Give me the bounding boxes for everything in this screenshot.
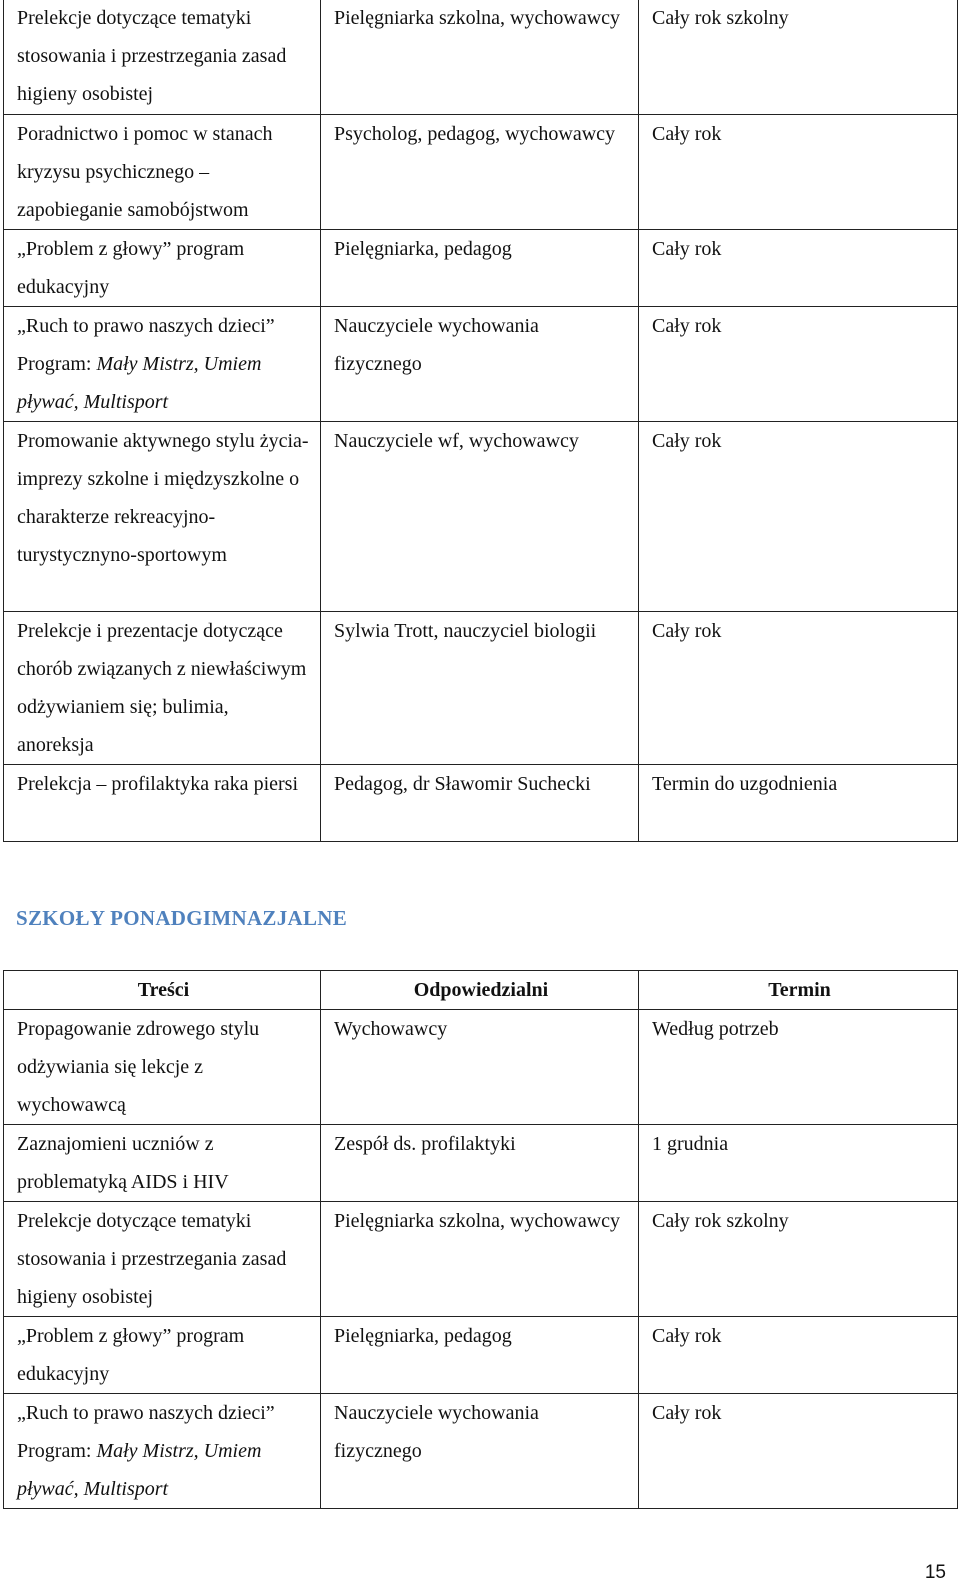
section-heading: SZKOŁY PONADGIMNAZJALNE [16, 906, 348, 930]
responsible-cell: Nauczyciele wf, wychowawcy [321, 421, 639, 611]
content-cell: „Problem z głowy” program edukacyjny [4, 1317, 321, 1394]
table-row [4, 1394, 958, 1509]
program-title: „Ruch to prawo naszych dzieci” [17, 1402, 275, 1424]
content-cell [4, 1394, 321, 1509]
table-row [4, 306, 958, 421]
responsible-cell: Pielęgniarka, pedagog [321, 1317, 639, 1394]
term-cell: Cały rok szkolny [639, 1202, 958, 1317]
term-cell: Cały rok [639, 114, 958, 229]
content-cell: „Problem z głowy” program edukacyjny [4, 229, 321, 306]
content-cell: Zaznajomieni uczniów z problematyką AIDS i HIV [4, 1125, 321, 1202]
program-prefix: Program: [17, 352, 97, 375]
responsible-cell: Nauczyciele wychowania fizycznego [321, 306, 639, 421]
term-cell: 1 grudnia [639, 1125, 958, 1202]
responsible-cell: Pedagog, dr Sławomir Suchecki [321, 764, 639, 841]
table-row [4, 1317, 958, 1394]
table-row [4, 229, 958, 306]
content-cell [4, 306, 321, 421]
header-responsible: Odpowiedzialni [321, 971, 639, 1010]
term-cell: Według potrzeb [639, 1010, 958, 1125]
content-cell: Prelekcje dotyczące tematyki stosowania i przestrzegania zasad higieny osobistej [4, 1202, 321, 1317]
term-cell: Cały rok szkolny [639, 0, 958, 114]
responsible-cell: Pielęgniarka szkolna, wychowawcy [321, 0, 639, 114]
program-title: „Ruch to prawo naszych dzieci” [17, 314, 275, 337]
term-cell: Cały rok [639, 1394, 958, 1509]
table-row [4, 114, 958, 229]
table-row [4, 764, 958, 841]
responsible-cell: Pielęgniarka, pedagog [321, 229, 639, 306]
responsible-cell: Pielęgniarka szkolna, wychowawcy [321, 1202, 639, 1317]
content-cell: Prelekcja – profilaktyka raka piersi [4, 764, 321, 841]
content-cell: Promowanie aktywnego stylu życia- imprezy szkolne i międzyszkolne o charakterze rekreacyjno-turystycznyno-sportowym [4, 421, 321, 611]
activities-table-top [3, 0, 958, 842]
term-cell: Cały rok [639, 306, 958, 421]
term-cell: Cały rok [639, 1317, 958, 1394]
responsible-cell: Sylwia Trott, nauczyciel biologii [321, 611, 639, 764]
content-cell: Poradnictwo i pomoc w stanach kryzysu psychicznego – zapobieganie samobójstwom [4, 114, 321, 229]
header-term: Termin [639, 971, 958, 1010]
table-row [4, 0, 958, 114]
header-content: Treści [4, 971, 321, 1010]
table-row [4, 1125, 958, 1202]
table-row [4, 1202, 958, 1317]
term-cell: Cały rok [639, 421, 958, 611]
activities-table-ponadgimnazjalne [3, 970, 958, 1509]
table-header-row [4, 971, 958, 1010]
table-row [4, 421, 958, 611]
responsible-cell: Nauczyciele wychowania fizycznego [321, 1394, 639, 1509]
content-cell: Prelekcje i prezentacje dotyczące chorób związanych z niewłaściwym odżywianiem się; bulimia, anoreksja [4, 611, 321, 764]
program-names: Mały Mistrz, Umiem pływać, Multisport [17, 352, 262, 413]
program-names: Mały Mistrz, Umiem pływać, Multisport [17, 1440, 262, 1500]
responsible-cell: Zespół ds. profilaktyki [321, 1125, 639, 1202]
responsible-cell: Psycholog, pedagog, wychowawcy [321, 114, 639, 229]
table-row [4, 611, 958, 764]
table-row [4, 1010, 958, 1125]
responsible-cell: Wychowawcy [321, 1010, 639, 1125]
page-number: 15 [924, 1562, 946, 1583]
content-cell: Prelekcje dotyczące tematyki stosowania i przestrzegania zasad higieny osobistej [4, 0, 321, 114]
term-cell: Cały rok [639, 611, 958, 764]
program-prefix: Program: [17, 1440, 97, 1462]
term-cell: Cały rok [639, 229, 958, 306]
term-cell: Termin do uzgodnienia [639, 764, 958, 841]
content-cell: Propagowanie zdrowego stylu odżywiania się lekcje z wychowawcą [4, 1010, 321, 1125]
